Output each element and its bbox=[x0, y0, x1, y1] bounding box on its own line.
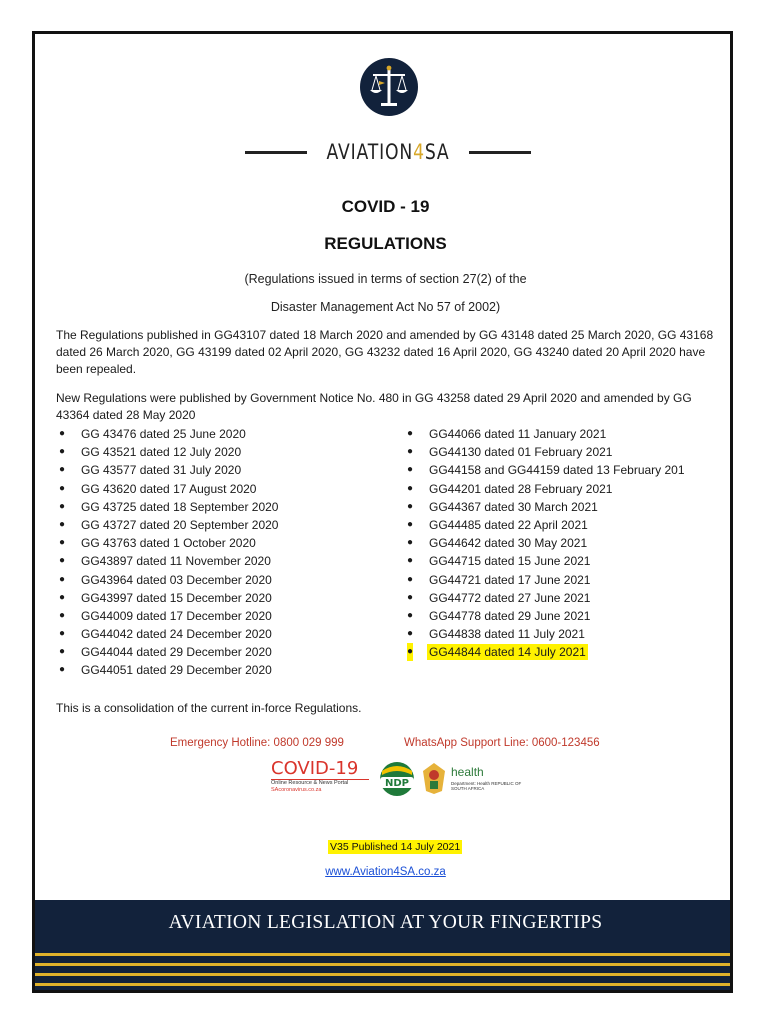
gazette-list-item bbox=[56, 571, 278, 589]
gazette-entry-text: GG44772 dated 27 June 2021 bbox=[429, 590, 591, 605]
bullet-icon: ● bbox=[59, 446, 66, 458]
covid-url: SAcoronavirus.co.za bbox=[271, 787, 322, 793]
footer-stripe bbox=[35, 953, 733, 956]
emergency-hotline: Emergency Hotline: 0800 029 999 bbox=[170, 737, 344, 749]
gazette-entry-text: GG44051 dated 29 December 2020 bbox=[81, 663, 272, 678]
gazette-list-item bbox=[404, 498, 685, 516]
gazette-entry-text: GG 43620 dated 17 August 2020 bbox=[81, 481, 257, 496]
doc-title: COVID - 19 bbox=[341, 197, 430, 216]
bullet-icon: ● bbox=[59, 537, 66, 549]
gazette-entry-text: GG44009 dated 17 December 2020 bbox=[81, 608, 272, 623]
repealed-paragraph: The Regulations published in GG43107 dated 18 March 2020 and amended by GG 43148 dated 25 March 2020, GG 43168 dated 26 March 2020, GG 43199 dated 02 April 2020, GG 43232 dated 16 April 2020, GG 43240 dated 20 April 2020 have been repealed. bbox=[56, 328, 714, 376]
wordmark-rule-right bbox=[469, 151, 531, 154]
gazette-entry-text: GG44844 dated 14 July 2021 bbox=[429, 645, 586, 660]
bullet-icon: ● bbox=[407, 609, 414, 621]
bullet-icon: ● bbox=[407, 591, 414, 603]
gazette-list-left bbox=[56, 425, 278, 680]
gazette-entry-text: GG44485 dated 22 April 2021 bbox=[429, 517, 588, 532]
gazette-list-item bbox=[404, 516, 685, 534]
footer-banner bbox=[35, 900, 733, 993]
bullet-icon: ● bbox=[59, 482, 66, 494]
gazette-entry-text: GG44201 dated 28 February 2021 bbox=[429, 481, 613, 496]
gazette-list-item bbox=[404, 425, 685, 443]
coat-of-arms-icon bbox=[421, 761, 447, 795]
partner-logos bbox=[271, 758, 522, 805]
gazette-list-item bbox=[404, 534, 685, 552]
bullet-icon: ● bbox=[407, 428, 414, 439]
gazette-list-item bbox=[404, 571, 685, 589]
gazette-list-item bbox=[56, 498, 278, 516]
scales-of-justice-icon bbox=[359, 57, 419, 117]
consolidation-note: This is a consolidation of the current in-force Regulations. bbox=[56, 701, 362, 715]
footer-stripe bbox=[35, 983, 733, 986]
gazette-entry-text: GG44130 dated 01 February 2021 bbox=[429, 445, 613, 460]
gazette-entry-text: GG44158 and GG44159 dated 13 February 201 bbox=[429, 463, 685, 478]
wordmark-suffix: SA bbox=[424, 140, 450, 164]
gazette-list-item bbox=[56, 480, 278, 498]
covid-subtitle: Online Resource & News Portal bbox=[271, 780, 349, 786]
gazette-entry-text: GG44042 dated 24 December 2020 bbox=[81, 627, 272, 642]
gazette-list-item bbox=[56, 625, 278, 643]
bullet-icon: ● bbox=[407, 482, 414, 494]
bullet-icon: ● bbox=[59, 500, 66, 512]
gazette-list-item bbox=[56, 643, 278, 661]
bullet-icon: ● bbox=[407, 643, 413, 661]
gazette-list-item bbox=[404, 589, 685, 607]
doc-subtitle: REGULATIONS bbox=[324, 234, 447, 253]
bullet-icon: ● bbox=[59, 573, 66, 585]
gazette-entry-text: GG43897 dated 11 November 2020 bbox=[81, 554, 271, 569]
doc-note-line2: Disaster Management Act No 57 of 2002) bbox=[270, 300, 501, 314]
wordmark-four: 4 bbox=[413, 140, 425, 164]
footer-stripe bbox=[35, 973, 733, 976]
gazette-list-item bbox=[404, 480, 685, 498]
bullet-icon: ● bbox=[59, 609, 66, 621]
gazette-list-item bbox=[404, 552, 685, 570]
gazette-list-item bbox=[404, 461, 685, 479]
document-page bbox=[32, 31, 733, 993]
gazette-entry-text: GG43964 dated 03 December 2020 bbox=[81, 572, 272, 587]
new-regulations-paragraph: New Regulations were published by Government Notice No. 480 in GG 43258 dated 29 April 2020 and amended by GG 43364 dated 28 May 2020 bbox=[56, 391, 692, 422]
gazette-entry-text: GG 43521 dated 12 July 2020 bbox=[81, 445, 242, 460]
gazette-entry-text: GG 43476 dated 25 June 2020 bbox=[81, 427, 246, 441]
gazette-list-item bbox=[56, 461, 278, 479]
bullet-icon: ● bbox=[59, 591, 66, 603]
doc-note-line1: (Regulations issued in terms of section 27(2) of the bbox=[244, 272, 527, 286]
bullet-icon: ● bbox=[407, 446, 414, 458]
gazette-list-item bbox=[404, 607, 685, 625]
version-badge: V35 Published 14 July 2021 bbox=[330, 841, 461, 853]
health-dept-subtitle: Department: Health REPUBLIC OF SOUTH AFRICA bbox=[451, 781, 522, 791]
covid-portal-logo bbox=[271, 759, 381, 794]
gazette-entry-text: GG44367 dated 30 March 2021 bbox=[429, 499, 598, 514]
wordmark-prefix: AVIATION bbox=[326, 140, 414, 164]
bullet-icon: ● bbox=[59, 664, 66, 676]
bullet-icon: ● bbox=[407, 573, 414, 585]
gazette-list-item bbox=[56, 552, 278, 570]
gazette-list-item bbox=[56, 516, 278, 534]
gazette-entry-text: GG44838 dated 11 July 2021 bbox=[429, 627, 585, 642]
gazette-entry-text: GG43997 dated 15 December 2020 bbox=[81, 590, 272, 605]
health-dept-wordmark: health bbox=[451, 765, 484, 779]
website-link[interactable]: www.Aviation4SA.co.za bbox=[325, 866, 446, 878]
gazette-list-item bbox=[404, 625, 685, 643]
gazette-list-item bbox=[56, 443, 278, 461]
gazette-entry-text: GG44066 dated 11 January 2021 bbox=[429, 427, 607, 441]
brand-wordmark bbox=[253, 132, 523, 172]
bullet-icon: ● bbox=[407, 518, 414, 530]
covid-wordmark: COVID-19 bbox=[271, 758, 359, 779]
wordmark-text bbox=[326, 140, 449, 164]
gazette-list-item bbox=[56, 607, 278, 625]
ndp-logo-icon bbox=[377, 761, 417, 797]
gazette-entry-text: GG 43577 dated 31 July 2020 bbox=[81, 463, 242, 478]
footer-tagline: AVIATION LEGISLATION AT YOUR FINGERTIPS bbox=[168, 912, 603, 933]
gazette-entry-text: GG44721 dated 17 June 2021 bbox=[429, 572, 591, 587]
ndp-label: NDP bbox=[385, 778, 409, 789]
gazette-entry-text: GG44778 dated 29 June 2021 bbox=[429, 608, 591, 623]
bullet-icon: ● bbox=[407, 555, 414, 567]
bullet-icon: ● bbox=[59, 628, 66, 640]
gazette-list-item bbox=[404, 443, 685, 461]
bullet-icon: ● bbox=[407, 628, 414, 640]
bullet-icon: ● bbox=[407, 537, 414, 549]
gazette-list-right bbox=[404, 425, 685, 661]
gazette-entry-text: GG 43727 dated 20 September 2020 bbox=[81, 517, 279, 532]
bullet-icon: ● bbox=[59, 464, 66, 476]
bullet-icon: ● bbox=[407, 464, 414, 476]
bullet-icon: ● bbox=[59, 555, 66, 567]
wordmark-rule-left bbox=[245, 151, 307, 154]
bullet-icon: ● bbox=[59, 646, 66, 658]
gazette-list-item bbox=[56, 425, 278, 443]
gazette-list-item bbox=[56, 534, 278, 552]
gazette-entry-text: GG44715 dated 15 June 2021 bbox=[429, 554, 591, 569]
gazette-list-item bbox=[56, 589, 278, 607]
gazette-entry-text: GG44642 dated 30 May 2021 bbox=[429, 536, 588, 551]
bullet-icon: ● bbox=[59, 428, 66, 439]
gazette-entry-text: GG 43725 dated 18 September 2020 bbox=[81, 499, 279, 514]
whatsapp-support: WhatsApp Support Line: 0600-123456 bbox=[404, 737, 600, 749]
gazette-entry-text: GG44044 dated 29 December 2020 bbox=[81, 645, 272, 660]
footer-stripe bbox=[35, 963, 733, 966]
gazette-list-item bbox=[56, 661, 278, 679]
bullet-icon: ● bbox=[59, 518, 66, 530]
gazette-entry-text: GG 43763 dated 1 October 2020 bbox=[81, 536, 256, 551]
bullet-icon: ● bbox=[407, 500, 414, 512]
gazette-list-item bbox=[404, 643, 685, 661]
